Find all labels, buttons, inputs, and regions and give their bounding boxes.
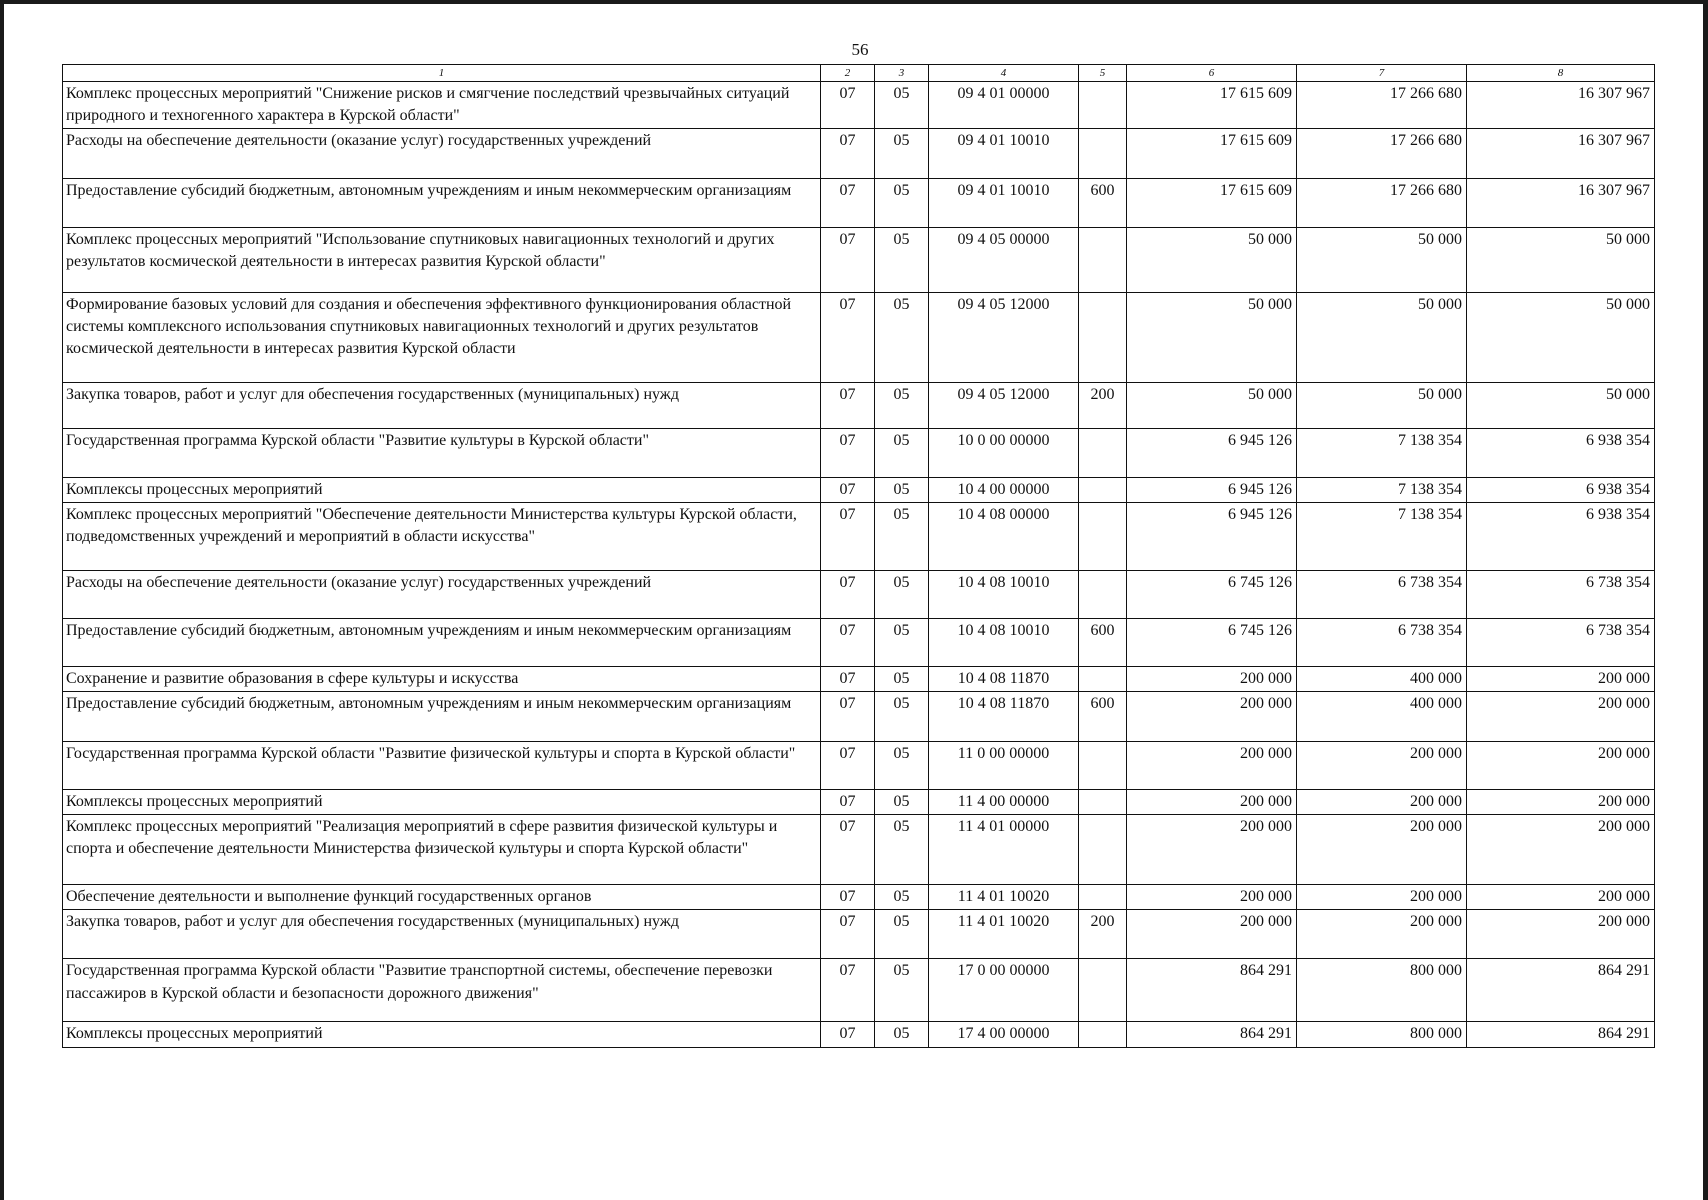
subsection-code-cell: 05 bbox=[875, 667, 929, 692]
amount-col8-cell: 6 738 354 bbox=[1467, 619, 1655, 667]
column-header: 3 bbox=[875, 65, 929, 82]
amount-col6-cell: 50 000 bbox=[1127, 383, 1297, 429]
row-name-cell: Закупка товаров, работ и услуг для обеспечения государственных (муниципальных) нужд bbox=[63, 383, 821, 429]
amount-col7-cell: 50 000 bbox=[1297, 293, 1467, 383]
amount-col7-cell: 6 738 354 bbox=[1297, 619, 1467, 667]
amount-col7-cell: 200 000 bbox=[1297, 910, 1467, 959]
amount-col7-cell: 6 738 354 bbox=[1297, 571, 1467, 619]
expense-type-cell bbox=[1079, 885, 1127, 910]
row-name-cell: Предоставление субсидий бюджетным, автономным учреждениям и иным некоммерческим организациям bbox=[63, 619, 821, 667]
table-row bbox=[63, 1022, 1655, 1047]
target-article-cell: 11 0 00 00000 bbox=[929, 742, 1079, 790]
expense-type-cell bbox=[1079, 571, 1127, 619]
section-code-cell: 07 bbox=[821, 815, 875, 885]
target-article-cell: 17 4 00 00000 bbox=[929, 1022, 1079, 1047]
amount-col7-cell: 800 000 bbox=[1297, 1022, 1467, 1047]
subsection-code-cell: 05 bbox=[875, 692, 929, 742]
amount-col8-cell: 200 000 bbox=[1467, 692, 1655, 742]
amount-col6-cell: 200 000 bbox=[1127, 815, 1297, 885]
expense-type-cell bbox=[1079, 293, 1127, 383]
subsection-code-cell: 05 bbox=[875, 478, 929, 503]
section-code-cell: 07 bbox=[821, 503, 875, 571]
table-row bbox=[63, 910, 1655, 959]
row-name-cell: Комплекс процессных мероприятий "Реализация мероприятий в сфере развития физической культуры и спорта и обеспечение деятельности Министерства физической культуры и спорта Курской области" bbox=[63, 815, 821, 885]
subsection-code-cell: 05 bbox=[875, 503, 929, 571]
amount-col7-cell: 7 138 354 bbox=[1297, 429, 1467, 478]
section-code-cell: 07 bbox=[821, 619, 875, 667]
section-code-cell: 07 bbox=[821, 293, 875, 383]
column-header: 4 bbox=[929, 65, 1079, 82]
expense-type-cell: 200 bbox=[1079, 383, 1127, 429]
amount-col8-cell: 6 938 354 bbox=[1467, 478, 1655, 503]
amount-col7-cell: 7 138 354 bbox=[1297, 503, 1467, 571]
section-code-cell: 07 bbox=[821, 179, 875, 228]
expense-type-cell bbox=[1079, 478, 1127, 503]
amount-col8-cell: 6 938 354 bbox=[1467, 503, 1655, 571]
section-code-cell: 07 bbox=[821, 129, 875, 179]
table-row bbox=[63, 815, 1655, 885]
table-row bbox=[63, 228, 1655, 293]
section-code-cell: 07 bbox=[821, 571, 875, 619]
amount-col6-cell: 6 945 126 bbox=[1127, 478, 1297, 503]
page-number: 56 bbox=[851, 40, 869, 59]
expense-type-cell bbox=[1079, 503, 1127, 571]
amount-col8-cell: 200 000 bbox=[1467, 815, 1655, 885]
table-row bbox=[63, 129, 1655, 179]
table-row bbox=[63, 503, 1655, 571]
row-name-cell: Государственная программа Курской области "Развитие культуры в Курской области" bbox=[63, 429, 821, 478]
section-code-cell: 07 bbox=[821, 228, 875, 293]
amount-col6-cell: 6 945 126 bbox=[1127, 503, 1297, 571]
amount-col6-cell: 864 291 bbox=[1127, 1022, 1297, 1047]
row-name-cell: Комплекс процессных мероприятий "Снижение рисков и смягчение последствий чрезвычайных ситуаций природного и техногенного характера в Курской области" bbox=[63, 82, 821, 129]
amount-col8-cell: 6 738 354 bbox=[1467, 571, 1655, 619]
target-article-cell: 10 4 08 11870 bbox=[929, 667, 1079, 692]
section-code-cell: 07 bbox=[821, 790, 875, 815]
section-code-cell: 07 bbox=[821, 959, 875, 1022]
amount-col8-cell: 200 000 bbox=[1467, 885, 1655, 910]
section-code-cell: 07 bbox=[821, 742, 875, 790]
amount-col6-cell: 200 000 bbox=[1127, 885, 1297, 910]
target-article-cell: 11 4 01 00000 bbox=[929, 815, 1079, 885]
target-article-cell: 10 4 08 10010 bbox=[929, 571, 1079, 619]
amount-col6-cell: 50 000 bbox=[1127, 228, 1297, 293]
amount-col6-cell: 17 615 609 bbox=[1127, 82, 1297, 129]
table-row bbox=[63, 885, 1655, 910]
table-row bbox=[63, 571, 1655, 619]
subsection-code-cell: 05 bbox=[875, 959, 929, 1022]
subsection-code-cell: 05 bbox=[875, 571, 929, 619]
column-header: 6 bbox=[1127, 65, 1297, 82]
amount-col7-cell: 800 000 bbox=[1297, 959, 1467, 1022]
expense-type-cell bbox=[1079, 129, 1127, 179]
amount-col8-cell: 200 000 bbox=[1467, 667, 1655, 692]
expense-type-cell: 600 bbox=[1079, 619, 1127, 667]
section-code-cell: 07 bbox=[821, 429, 875, 478]
amount-col8-cell: 50 000 bbox=[1467, 293, 1655, 383]
table-row bbox=[63, 383, 1655, 429]
expense-type-cell: 600 bbox=[1079, 179, 1127, 228]
amount-col6-cell: 6 945 126 bbox=[1127, 429, 1297, 478]
target-article-cell: 09 4 01 00000 bbox=[929, 82, 1079, 129]
amount-col6-cell: 200 000 bbox=[1127, 742, 1297, 790]
amount-col7-cell: 400 000 bbox=[1297, 667, 1467, 692]
row-name-cell: Комплекс процессных мероприятий "Обеспечение деятельности Министерства культуры Курской области, подведомственных учреждений и мероприятий в области искусства" bbox=[63, 503, 821, 571]
target-article-cell: 11 4 01 10020 bbox=[929, 885, 1079, 910]
row-name-cell: Комплексы процессных мероприятий bbox=[63, 1022, 821, 1047]
expense-type-cell bbox=[1079, 815, 1127, 885]
amount-col7-cell: 200 000 bbox=[1297, 815, 1467, 885]
section-code-cell: 07 bbox=[821, 1022, 875, 1047]
amount-col7-cell: 50 000 bbox=[1297, 383, 1467, 429]
subsection-code-cell: 05 bbox=[875, 82, 929, 129]
expense-type-cell bbox=[1079, 742, 1127, 790]
expense-type-cell bbox=[1079, 228, 1127, 293]
amount-col8-cell: 864 291 bbox=[1467, 1022, 1655, 1047]
section-code-cell: 07 bbox=[821, 885, 875, 910]
amount-col7-cell: 7 138 354 bbox=[1297, 478, 1467, 503]
table-row bbox=[63, 742, 1655, 790]
subsection-code-cell: 05 bbox=[875, 619, 929, 667]
target-article-cell: 10 0 00 00000 bbox=[929, 429, 1079, 478]
subsection-code-cell: 05 bbox=[875, 885, 929, 910]
expense-type-cell bbox=[1079, 959, 1127, 1022]
target-article-cell: 11 4 00 00000 bbox=[929, 790, 1079, 815]
amount-col6-cell: 200 000 bbox=[1127, 667, 1297, 692]
amount-col6-cell: 200 000 bbox=[1127, 790, 1297, 815]
amount-col6-cell: 50 000 bbox=[1127, 293, 1297, 383]
row-name-cell: Комплексы процессных мероприятий bbox=[63, 790, 821, 815]
amount-col6-cell: 6 745 126 bbox=[1127, 619, 1297, 667]
amount-col8-cell: 16 307 967 bbox=[1467, 179, 1655, 228]
amount-col7-cell: 17 266 680 bbox=[1297, 179, 1467, 228]
row-name-cell: Расходы на обеспечение деятельности (оказание услуг) государственных учреждений bbox=[63, 571, 821, 619]
expense-type-cell bbox=[1079, 429, 1127, 478]
amount-col8-cell: 50 000 bbox=[1467, 228, 1655, 293]
table-row bbox=[63, 619, 1655, 667]
table-row bbox=[63, 429, 1655, 478]
row-name-cell: Комплексы процессных мероприятий bbox=[63, 478, 821, 503]
expense-type-cell bbox=[1079, 82, 1127, 129]
column-header: 1 bbox=[63, 65, 821, 82]
amount-col8-cell: 16 307 967 bbox=[1467, 82, 1655, 129]
column-header: 5 bbox=[1079, 65, 1127, 82]
column-number-header-row bbox=[63, 65, 1655, 82]
amount-col7-cell: 200 000 bbox=[1297, 790, 1467, 815]
target-article-cell: 10 4 08 11870 bbox=[929, 692, 1079, 742]
target-article-cell: 09 4 01 10010 bbox=[929, 129, 1079, 179]
section-code-cell: 07 bbox=[821, 383, 875, 429]
amount-col8-cell: 50 000 bbox=[1467, 383, 1655, 429]
target-article-cell: 10 4 08 10010 bbox=[929, 619, 1079, 667]
row-name-cell: Закупка товаров, работ и услуг для обеспечения государственных (муниципальных) нужд bbox=[63, 910, 821, 959]
subsection-code-cell: 05 bbox=[875, 815, 929, 885]
amount-col8-cell: 200 000 bbox=[1467, 742, 1655, 790]
section-code-cell: 07 bbox=[821, 667, 875, 692]
row-name-cell: Формирование базовых условий для создания и обеспечения эффективного функционирования областной системы комплексного использования спутниковых навигационных технологий и других результатов космической деятельности в интересах развития Курской области bbox=[63, 293, 821, 383]
subsection-code-cell: 05 bbox=[875, 383, 929, 429]
scan-border-right bbox=[1703, 0, 1708, 1200]
amount-col8-cell: 16 307 967 bbox=[1467, 129, 1655, 179]
expense-type-cell bbox=[1079, 1022, 1127, 1047]
column-header: 2 bbox=[821, 65, 875, 82]
scan-border-top bbox=[0, 0, 1708, 4]
amount-col8-cell: 6 938 354 bbox=[1467, 429, 1655, 478]
table-row bbox=[63, 293, 1655, 383]
row-name-cell: Государственная программа Курской области "Развитие физической культуры и спорта в Курской области" bbox=[63, 742, 821, 790]
table-row bbox=[63, 692, 1655, 742]
target-article-cell: 09 4 01 10010 bbox=[929, 179, 1079, 228]
amount-col8-cell: 864 291 bbox=[1467, 959, 1655, 1022]
table-row bbox=[63, 790, 1655, 815]
table-row bbox=[63, 82, 1655, 129]
target-article-cell: 10 4 08 00000 bbox=[929, 503, 1079, 571]
row-name-cell: Комплекс процессных мероприятий "Использование спутниковых навигационных технологий и других результатов космической деятельности в интересах развития Курской области" bbox=[63, 228, 821, 293]
expense-type-cell: 600 bbox=[1079, 692, 1127, 742]
section-code-cell: 07 bbox=[821, 692, 875, 742]
table-body bbox=[63, 82, 1655, 1048]
target-article-cell: 10 4 00 00000 bbox=[929, 478, 1079, 503]
amount-col7-cell: 50 000 bbox=[1297, 228, 1467, 293]
expense-type-cell bbox=[1079, 790, 1127, 815]
table-row bbox=[63, 179, 1655, 228]
amount-col6-cell: 17 615 609 bbox=[1127, 179, 1297, 228]
amount-col6-cell: 200 000 bbox=[1127, 910, 1297, 959]
section-code-cell: 07 bbox=[821, 910, 875, 959]
amount-col7-cell: 17 266 680 bbox=[1297, 82, 1467, 129]
target-article-cell: 09 4 05 00000 bbox=[929, 228, 1079, 293]
subsection-code-cell: 05 bbox=[875, 1022, 929, 1047]
target-article-cell: 09 4 05 12000 bbox=[929, 293, 1079, 383]
amount-col7-cell: 200 000 bbox=[1297, 742, 1467, 790]
amount-col6-cell: 6 745 126 bbox=[1127, 571, 1297, 619]
subsection-code-cell: 05 bbox=[875, 742, 929, 790]
amount-col6-cell: 17 615 609 bbox=[1127, 129, 1297, 179]
target-article-cell: 09 4 05 12000 bbox=[929, 383, 1079, 429]
section-code-cell: 07 bbox=[821, 478, 875, 503]
scan-border-left bbox=[0, 0, 4, 1200]
amount-col7-cell: 200 000 bbox=[1297, 885, 1467, 910]
target-article-cell: 17 0 00 00000 bbox=[929, 959, 1079, 1022]
subsection-code-cell: 05 bbox=[875, 129, 929, 179]
row-name-cell: Предоставление субсидий бюджетным, автономным учреждениям и иным некоммерческим организациям bbox=[63, 692, 821, 742]
amount-col6-cell: 864 291 bbox=[1127, 959, 1297, 1022]
budget-table bbox=[62, 64, 1655, 1048]
row-name-cell: Расходы на обеспечение деятельности (оказание услуг) государственных учреждений bbox=[63, 129, 821, 179]
amount-col8-cell: 200 000 bbox=[1467, 910, 1655, 959]
subsection-code-cell: 05 bbox=[875, 790, 929, 815]
subsection-code-cell: 05 bbox=[875, 293, 929, 383]
column-header: 8 bbox=[1467, 65, 1655, 82]
amount-col7-cell: 17 266 680 bbox=[1297, 129, 1467, 179]
subsection-code-cell: 05 bbox=[875, 910, 929, 959]
row-name-cell: Предоставление субсидий бюджетным, автономным учреждениям и иным некоммерческим организациям bbox=[63, 179, 821, 228]
amount-col7-cell: 400 000 bbox=[1297, 692, 1467, 742]
table-row bbox=[63, 478, 1655, 503]
expense-type-cell bbox=[1079, 667, 1127, 692]
subsection-code-cell: 05 bbox=[875, 228, 929, 293]
table-row bbox=[63, 667, 1655, 692]
target-article-cell: 11 4 01 10020 bbox=[929, 910, 1079, 959]
amount-col8-cell: 200 000 bbox=[1467, 790, 1655, 815]
subsection-code-cell: 05 bbox=[875, 429, 929, 478]
amount-col6-cell: 200 000 bbox=[1127, 692, 1297, 742]
row-name-cell: Обеспечение деятельности и выполнение функций государственных органов bbox=[63, 885, 821, 910]
column-header: 7 bbox=[1297, 65, 1467, 82]
table-row bbox=[63, 959, 1655, 1022]
expense-type-cell: 200 bbox=[1079, 910, 1127, 959]
section-code-cell: 07 bbox=[821, 82, 875, 129]
row-name-cell: Сохранение и развитие образования в сфере культуры и искусства bbox=[63, 667, 821, 692]
row-name-cell: Государственная программа Курской области "Развитие транспортной системы, обеспечение перевозки пассажиров в Курской области и безопасности дорожного движения" bbox=[63, 959, 821, 1022]
subsection-code-cell: 05 bbox=[875, 179, 929, 228]
